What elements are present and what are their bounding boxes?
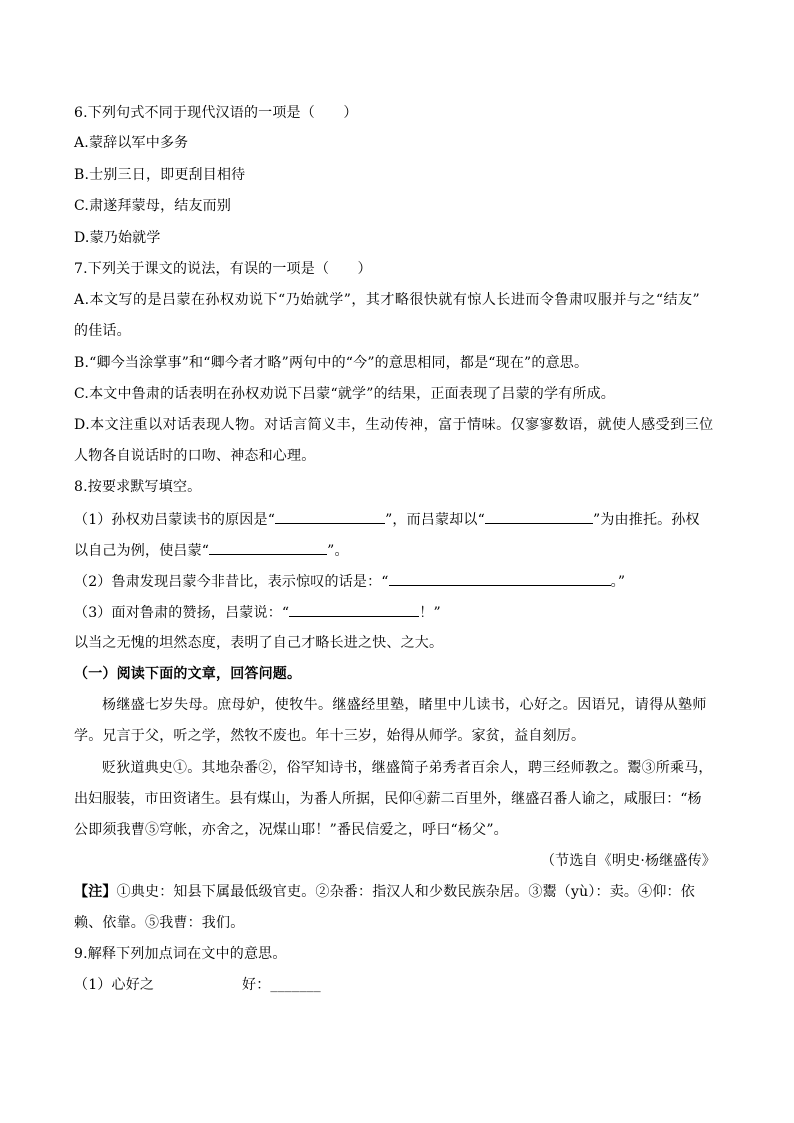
q9-item1 — [74, 975, 321, 995]
q8-blank-1[interactable] — [275, 509, 385, 524]
q8-blank-4[interactable] — [389, 571, 611, 586]
q8-part4: 以当之无愧的坦然态度，表明了自己才略长进之快、之大。 — [74, 635, 444, 651]
q8-part2-text-a: （2）鲁肃发现吕蒙今非昔比，表示惊叹的话是：“ — [74, 574, 389, 590]
q8-part2 — [74, 571, 625, 592]
q8-part1-line1 — [74, 509, 700, 530]
q6-option-c: C.肃遂拜蒙母，结友而别 — [74, 198, 232, 214]
section-heading: （一）阅读下面的文章，回答问题。 — [74, 666, 302, 682]
passage-para1-line1: 杨继盛七岁失母。庶母妒，使牧牛。继盛经里塾，睹里中儿读书，心好之。因语兄，请得从塾师 — [102, 697, 707, 713]
q8-part1-text-d: 以自己为例，使吕蒙“ — [74, 543, 210, 559]
passage-para1-line2: 学。兄言于父，听之学，然牧不废也。年十三岁，始得从师学。家贫，益自刻厉。 — [74, 728, 586, 744]
q9-item1-word: 好：_______ — [242, 977, 321, 993]
q7-option-d-line1: D.本文注重以对话表现人物。对话言简义丰，生动传神，富于情味。仅寥寥数语，就使人感受到三位 — [74, 417, 714, 433]
q9-item1-text: （1）心好之 — [74, 977, 155, 993]
q6-option-b: B.士别三日，即更刮目相待 — [74, 167, 246, 183]
passage-para2-line3: 公即须我曹⑤穹帐，亦舍之，况煤山耶！”番民信爱之，呼曰“杨父”。 — [74, 822, 508, 838]
q7-stem: 7.下列关于课文的说法，有误的一项是（ ） — [74, 261, 372, 277]
q8-part1-text-e: ”。 — [327, 543, 349, 559]
q8-part3-text-a: （3）面对鲁肃的赞扬，吕蒙说：“ — [74, 605, 290, 621]
q7-option-a-line1: A.本文写的是吕蒙在孙权劝说下“乃始就学”，其才略很快就有惊人长进而令鲁肃叹服并与之“结友” — [74, 292, 701, 308]
q7-option-a-line2: 的佳话。 — [74, 323, 131, 339]
q6-option-a: A.蒙辞以军中多务 — [74, 135, 189, 151]
q8-part3-text-b: ！” — [419, 605, 441, 621]
q6-stem: 6.下列句式不同于现代汉语的一项是（ ） — [74, 105, 358, 121]
q8-part1-text-c: ”为由推托。孙权 — [593, 512, 700, 528]
q8-part1-text-a: （1）孙权劝吕蒙读书的原因是“ — [74, 512, 276, 528]
q8-part3 — [74, 602, 441, 623]
passage-note-line1 — [74, 882, 695, 902]
q7-option-d-line2: 人物各自说话时的口吻、神态和心理。 — [74, 448, 316, 464]
passage-para2-line2: 出妇服装，市田资诸生。县有煤山，为番人所据，民仰④薪二百里外，继盛召番人谕之，咸服曰：“杨 — [74, 791, 702, 807]
note-label: 【注】 — [74, 884, 117, 900]
q8-part1-line2 — [74, 540, 349, 561]
passage-note-line2: 赖、依靠。⑤我曹：我们。 — [74, 915, 245, 931]
q8-part1-text-b: ”，而吕蒙却以“ — [385, 512, 485, 528]
q8-part2-text-b: 。” — [610, 574, 626, 590]
q7-option-c: C.本文中鲁肃的话表明在孙权劝说下吕蒙“就学”的结果，正面表现了吕蒙的学有所成。 — [74, 386, 615, 402]
passage-source: （节选自《明史·杨继盛传》 — [540, 853, 716, 869]
q6-option-d: D.蒙乃始就学 — [74, 230, 161, 246]
passage-para2-line1: 贬狄道典史①。其地杂番②，俗罕知诗书，继盛简子弟秀者百余人，聘三经师教之。鬻③所乘马， — [102, 760, 713, 776]
q8-blank-5[interactable] — [289, 602, 419, 617]
q8-blank-2[interactable] — [485, 509, 593, 524]
q7-option-b: B.“卿今当涂掌事”和“卿今者才略”两句中的“今”的意思相同，都是“现在”的意思。 — [74, 355, 589, 371]
note-text-line1: ①典史：知县下属最低级官吏。②杂番：指汉人和少数民族杂居。③鬻（yù）：卖。④仰：依 — [116, 884, 695, 900]
q8-stem: 8.按要求默写填空。 — [74, 479, 202, 495]
q9-stem: 9.解释下列加点词在文中的意思。 — [74, 946, 287, 962]
q8-blank-3[interactable] — [209, 540, 327, 555]
